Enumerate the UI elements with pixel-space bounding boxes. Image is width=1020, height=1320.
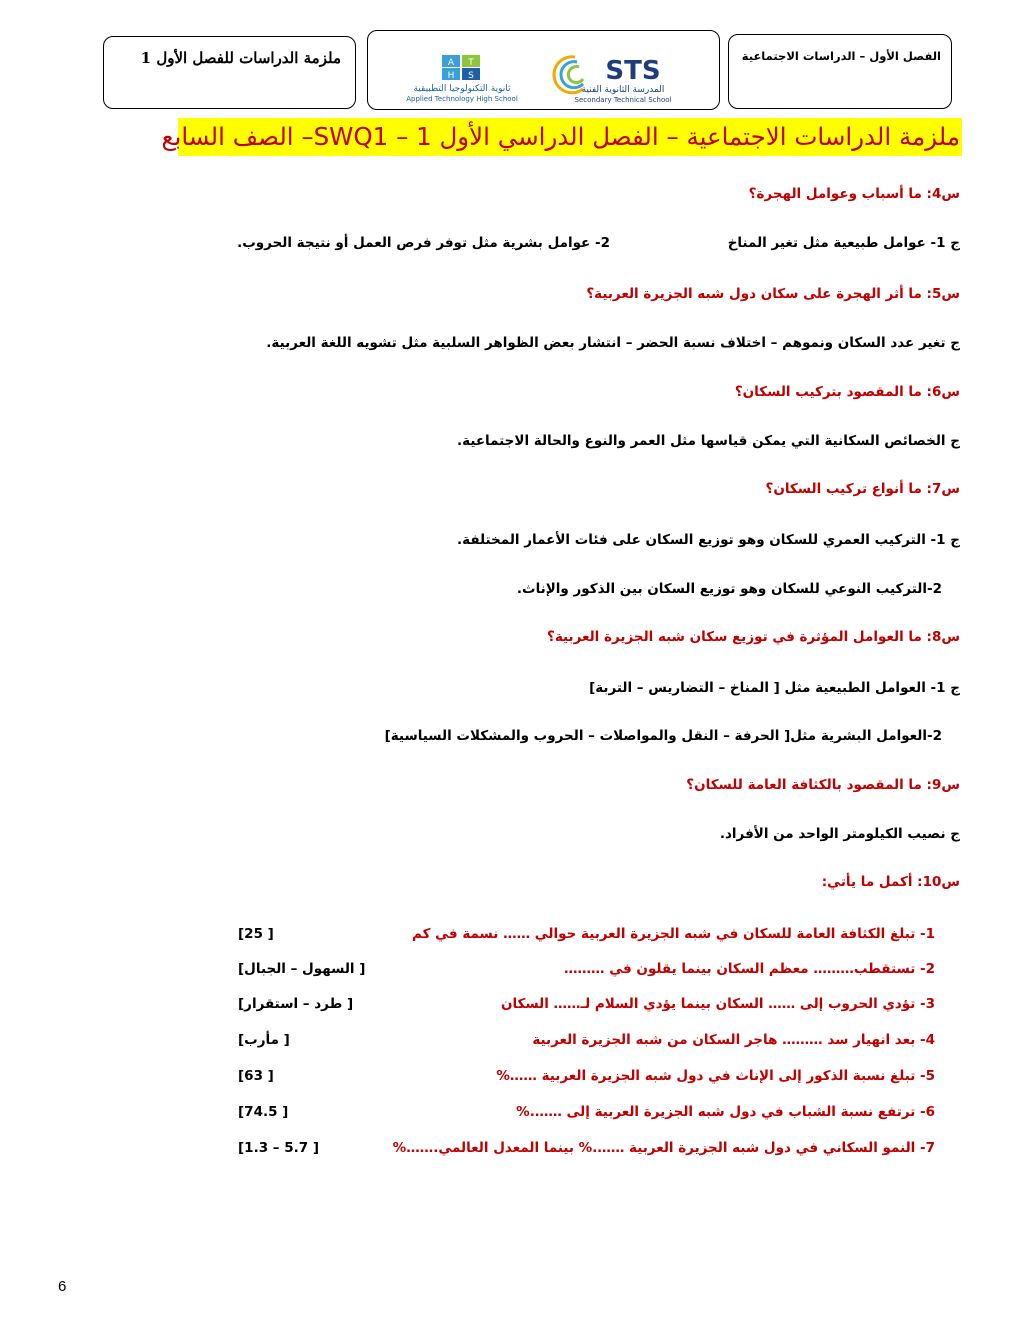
fill-item-text: 6- ترتفع نسبة الشباب في دول شبه الجزيرة العربية إلى …….% bbox=[516, 1104, 935, 1120]
fill-item-answer: [ السهول – الجبال] bbox=[238, 961, 366, 977]
answer-9: ج نصيب الكيلومتر الواحد من الأفراد. bbox=[719, 826, 960, 842]
fill-item-answer: [ مأرب] bbox=[238, 1032, 290, 1048]
ath-english: Applied Technology High School bbox=[406, 95, 518, 103]
page-number: 6 bbox=[58, 1278, 67, 1295]
fill-item-answer: [ 25] bbox=[238, 926, 274, 942]
answer-7-item1: ج 1- التركيب العمري للسكان وهو توزيع السكان على فئات الأعمار المختلفة. bbox=[457, 532, 960, 548]
sts-text: STS bbox=[605, 56, 661, 86]
banner-text: ملزمة الدراسات الاجتماعية – الفصل الدراسي الأول 1 – SWQ1– الصف السابع bbox=[161, 122, 960, 151]
header-right-title: الفصل الأول – الدراسات الاجتماعية bbox=[741, 49, 941, 63]
header-left-box bbox=[103, 36, 356, 109]
ath-logo bbox=[382, 55, 542, 105]
sts-english: Secondary Technical School bbox=[574, 96, 672, 104]
answer-4-part2: 2- عوامل بشرية مثل توفر فرص العمل أو نتيجة الحروب. bbox=[237, 235, 610, 251]
fill-item-text: 5- تبلغ نسبة الذكور إلى الإناث في دول شبه الجزيرة العربية ……% bbox=[496, 1068, 935, 1084]
question-6: س6: ما المقصود بتركيب السكان؟ bbox=[734, 384, 960, 400]
question-8: س8: ما العوامل المؤثرة في توزيع سكان شبه الجزيرة العربية؟ bbox=[547, 629, 960, 645]
question-4: س4: ما أسباب وعوامل الهجرة؟ bbox=[748, 186, 960, 202]
fill-item-answer: [ 5.7 – 1.3] bbox=[238, 1140, 320, 1156]
sts-arabic: المدرسة الثانوية الفنية bbox=[581, 85, 665, 95]
fill-item-answer: [ 74.5] bbox=[238, 1104, 289, 1120]
fill-item-text: 7- النمو السكاني في دول شبه الجزيرة العربية …….% بينما المعدل العالمي.……% bbox=[392, 1140, 935, 1156]
question-7: س7: ما أنواع تركيب السكان؟ bbox=[765, 481, 960, 497]
question-5: س5: ما أثر الهجرة على سكان دول شبه الجزيرة العربية؟ bbox=[586, 286, 960, 302]
fill-item-answer: [ طرد – استقرار] bbox=[238, 996, 354, 1012]
answer-6: ج الخصائص السكانية التي يمكن قياسها مثل العمر والنوع والحالة الاجتماعية. bbox=[457, 433, 960, 449]
question-9: س9: ما المقصود بالكثافة العامة للسكان؟ bbox=[686, 777, 960, 793]
answer-7-item2: 2-التركيب النوعي للسكان وهو توزيع السكان بين الذكور والإناث. bbox=[516, 581, 942, 597]
title-banner bbox=[161, 118, 962, 156]
ath-letter-t: T bbox=[468, 58, 474, 68]
fill-item-text: 3- تؤدي الحروب إلى …… السكان بينما يؤدي السلام لـ…… السكان bbox=[500, 996, 935, 1012]
answer-5: ج تغير عدد السكان ونموهم – اختلاف نسبة الحضر – انتشار بعض الظواهر السلبية مثل تشويه اللغة العربية. bbox=[266, 335, 960, 351]
question-10: س10: أكمل ما يأتي: bbox=[821, 874, 960, 890]
answer-4-part1: ج 1- عوامل طبيعية مثل تغير المناخ bbox=[727, 235, 960, 251]
header-right-box bbox=[728, 34, 952, 109]
ath-letter-a: A bbox=[447, 58, 455, 68]
header-logos-box bbox=[367, 30, 720, 110]
header-left-title: ملزمة الدراسات للفصل الأول 1 bbox=[140, 49, 341, 67]
answer-8-item2: 2-العوامل البشرية مثل[ الحرفة – النقل والمواصلات – الحروب والمشكلات السياسية] bbox=[384, 728, 942, 744]
answer-8-item1: ج 1- العوامل الطبيعية مثل [ المناخ – التضاريس – التربة] bbox=[589, 680, 960, 696]
fill-item-answer: [ 63] bbox=[238, 1068, 274, 1084]
ath-letter-h: H bbox=[447, 71, 455, 81]
ath-arabic: ثانوية التكنولوجيا التطبيقية bbox=[413, 84, 511, 94]
ath-letter-s: S bbox=[468, 71, 474, 81]
fill-item-text: 1- تبلغ الكثافة العامة للسكان في شبه الجزيرة العربية حوالي …… نسمة في كم bbox=[411, 926, 935, 942]
fill-item-text: 2- تستقطب……… معظم السكان بينما يقلون في ……… bbox=[564, 961, 935, 977]
sts-logo bbox=[553, 49, 688, 104]
fill-item-text: 4- بعد انهيار سد ……… هاجر السكان من شبه الجزيرة العربية bbox=[532, 1032, 935, 1048]
